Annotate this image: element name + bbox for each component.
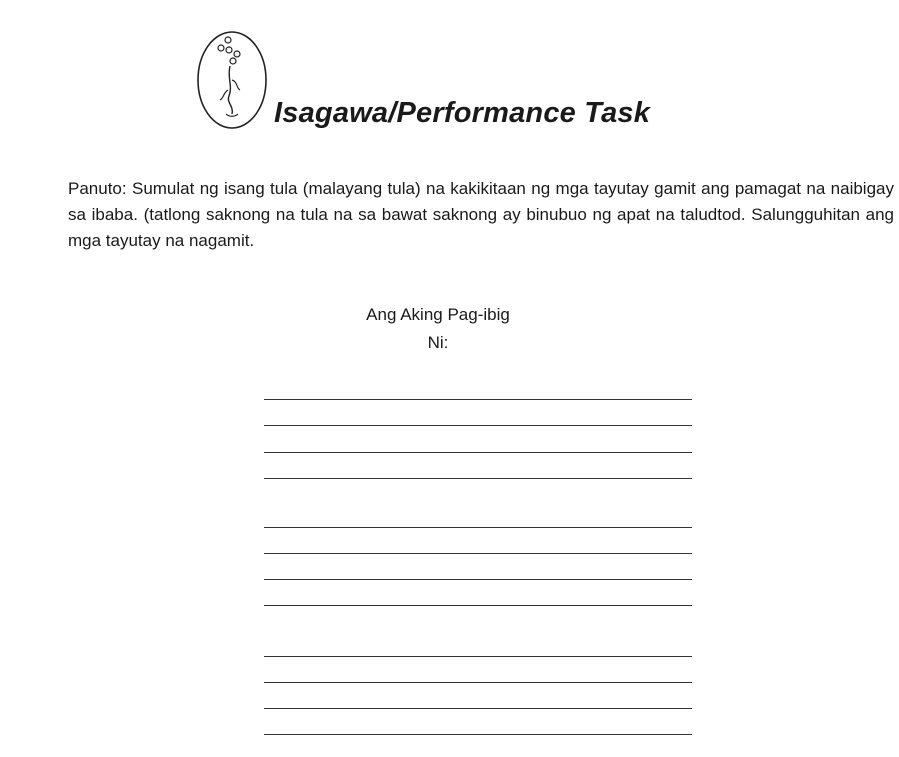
answer-line[interactable] xyxy=(264,579,692,580)
answer-line[interactable] xyxy=(264,553,692,554)
logo-icon xyxy=(196,30,268,130)
answer-line[interactable] xyxy=(264,452,692,453)
answer-line[interactable] xyxy=(264,478,692,479)
answer-line[interactable] xyxy=(264,399,692,400)
answer-line[interactable] xyxy=(264,605,692,606)
answer-line[interactable] xyxy=(264,734,692,735)
instructions-text: Panuto: Sumulat ng isang tula (malayang tula) na kakikitaan ng mga tayutay gamit ang pamagat na naibigay sa ibaba. (tatlong saknong na tula na sa bawat saknong ay binubuo ng apat na taludtod. Salungguhitan ang mga tayutay na nagamit. xyxy=(68,179,894,250)
answer-line[interactable] xyxy=(264,656,692,657)
answer-line[interactable] xyxy=(264,527,692,528)
author-label: Ni: xyxy=(427,333,449,352)
page-title: Isagawa/Performance Task xyxy=(274,97,651,129)
poem-title: Ang Aking Pag-ibig xyxy=(366,305,510,324)
answer-line[interactable] xyxy=(264,682,692,683)
answer-line[interactable] xyxy=(264,425,692,426)
answer-line[interactable] xyxy=(264,708,692,709)
